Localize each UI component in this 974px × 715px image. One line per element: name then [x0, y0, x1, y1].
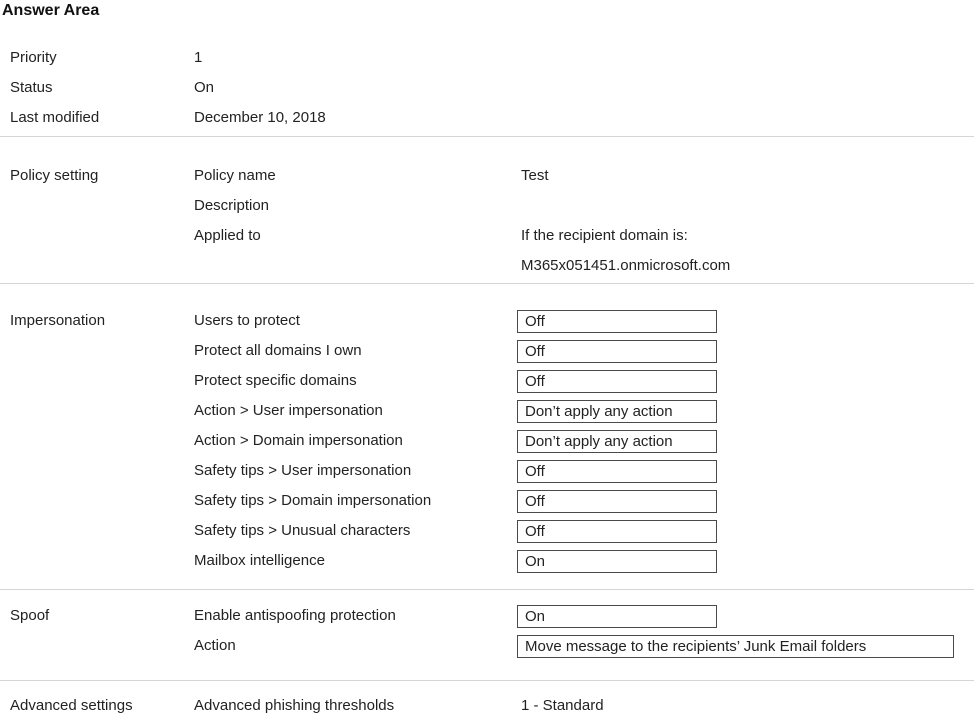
- section-divider: [0, 136, 974, 137]
- antispoofing-row: [194, 601, 974, 631]
- section-divider: [0, 680, 974, 681]
- users-to-protect-value-box[interactable]: Off: [517, 310, 717, 333]
- mailbox-intelligence-label: Mailbox intelligence: [194, 552, 325, 569]
- spoof-section: [0, 601, 974, 661]
- safety-tips-user-impersonation-value-box[interactable]: Off: [517, 460, 717, 483]
- advanced-settings-section: [0, 691, 974, 715]
- spoof-action-row: [194, 631, 974, 661]
- policy-name-value: Test: [521, 167, 549, 184]
- applied-to-domain: M365x051451.onmicrosoft.com: [521, 257, 731, 274]
- spoof-action-value-box[interactable]: Move message to the recipients’ Junk Email folders: [517, 635, 954, 658]
- safety-tips-user-impersonation-row: [194, 456, 974, 486]
- safety-tips-user-impersonation-label: Safety tips > User impersonation: [194, 462, 412, 479]
- last-modified-value: December 10, 2018: [194, 109, 326, 126]
- summary-row-last-modified: [0, 103, 974, 133]
- protect-all-domains-value-box[interactable]: Off: [517, 340, 717, 363]
- protect-specific-domains-row: [194, 366, 974, 396]
- action-domain-impersonation-row: [194, 426, 974, 456]
- page-title: Answer Area: [2, 2, 100, 19]
- status-value: On: [194, 79, 215, 96]
- status-label: Status: [10, 79, 53, 96]
- safety-tips-unusual-characters-value-box[interactable]: Off: [517, 520, 717, 543]
- priority-value: 1: [194, 49, 203, 66]
- action-domain-impersonation-value-box[interactable]: Don’t apply any action: [517, 430, 717, 453]
- safety-tips-unusual-characters-row: [194, 516, 974, 546]
- applied-to-row: [194, 221, 974, 251]
- summary-row-priority: [0, 43, 974, 73]
- last-modified-label: Last modified: [10, 109, 100, 126]
- impersonation-section: [0, 306, 974, 576]
- spoof-action-label: Action: [194, 637, 236, 654]
- phishing-thresholds-label: Advanced phishing thresholds: [194, 697, 395, 714]
- summary-row-status: [0, 73, 974, 103]
- protect-specific-domains-label: Protect specific domains: [194, 372, 357, 389]
- mailbox-intelligence-row: [194, 546, 974, 576]
- phishing-thresholds-row: [194, 691, 974, 715]
- description-label: Description: [194, 197, 270, 214]
- safety-tips-domain-impersonation-row: [194, 486, 974, 516]
- section-divider: [0, 283, 974, 284]
- priority-label: Priority: [10, 49, 57, 66]
- policy-name-label: Policy name: [194, 167, 276, 184]
- applied-to-condition: If the recipient domain is:: [521, 227, 688, 244]
- policy-setting-section: [0, 161, 974, 281]
- advanced-settings-section-label: Advanced settings: [10, 697, 133, 714]
- safety-tips-domain-impersonation-value-box[interactable]: Off: [517, 490, 717, 513]
- spoof-section-label: Spoof: [10, 607, 50, 624]
- protect-all-domains-row: [194, 336, 974, 366]
- antispoofing-value-box[interactable]: On: [517, 605, 717, 628]
- mailbox-intelligence-value-box[interactable]: On: [517, 550, 717, 573]
- section-divider: [0, 589, 974, 590]
- users-to-protect-label: Users to protect: [194, 312, 300, 329]
- safety-tips-domain-impersonation-label: Safety tips > Domain impersonation: [194, 492, 432, 509]
- action-user-impersonation-row: [194, 396, 974, 426]
- users-to-protect-row: [194, 306, 974, 336]
- safety-tips-unusual-characters-label: Safety tips > Unusual characters: [194, 522, 411, 539]
- action-user-impersonation-label: Action > User impersonation: [194, 402, 383, 419]
- protect-all-domains-label: Protect all domains I own: [194, 342, 362, 359]
- protect-specific-domains-value-box[interactable]: Off: [517, 370, 717, 393]
- policy-name-row: [194, 161, 974, 191]
- applied-to-domain-row: [194, 251, 974, 281]
- action-user-impersonation-value-box[interactable]: Don’t apply any action: [517, 400, 717, 423]
- impersonation-section-label: Impersonation: [10, 312, 106, 329]
- antispoofing-label: Enable antispoofing protection: [194, 607, 396, 624]
- policy-summary-section: [0, 43, 974, 133]
- description-row: [194, 191, 974, 221]
- applied-to-label: Applied to: [194, 227, 261, 244]
- phishing-thresholds-value: 1 - Standard: [521, 697, 604, 714]
- policy-setting-section-label: Policy setting: [10, 167, 99, 184]
- action-domain-impersonation-label: Action > Domain impersonation: [194, 432, 403, 449]
